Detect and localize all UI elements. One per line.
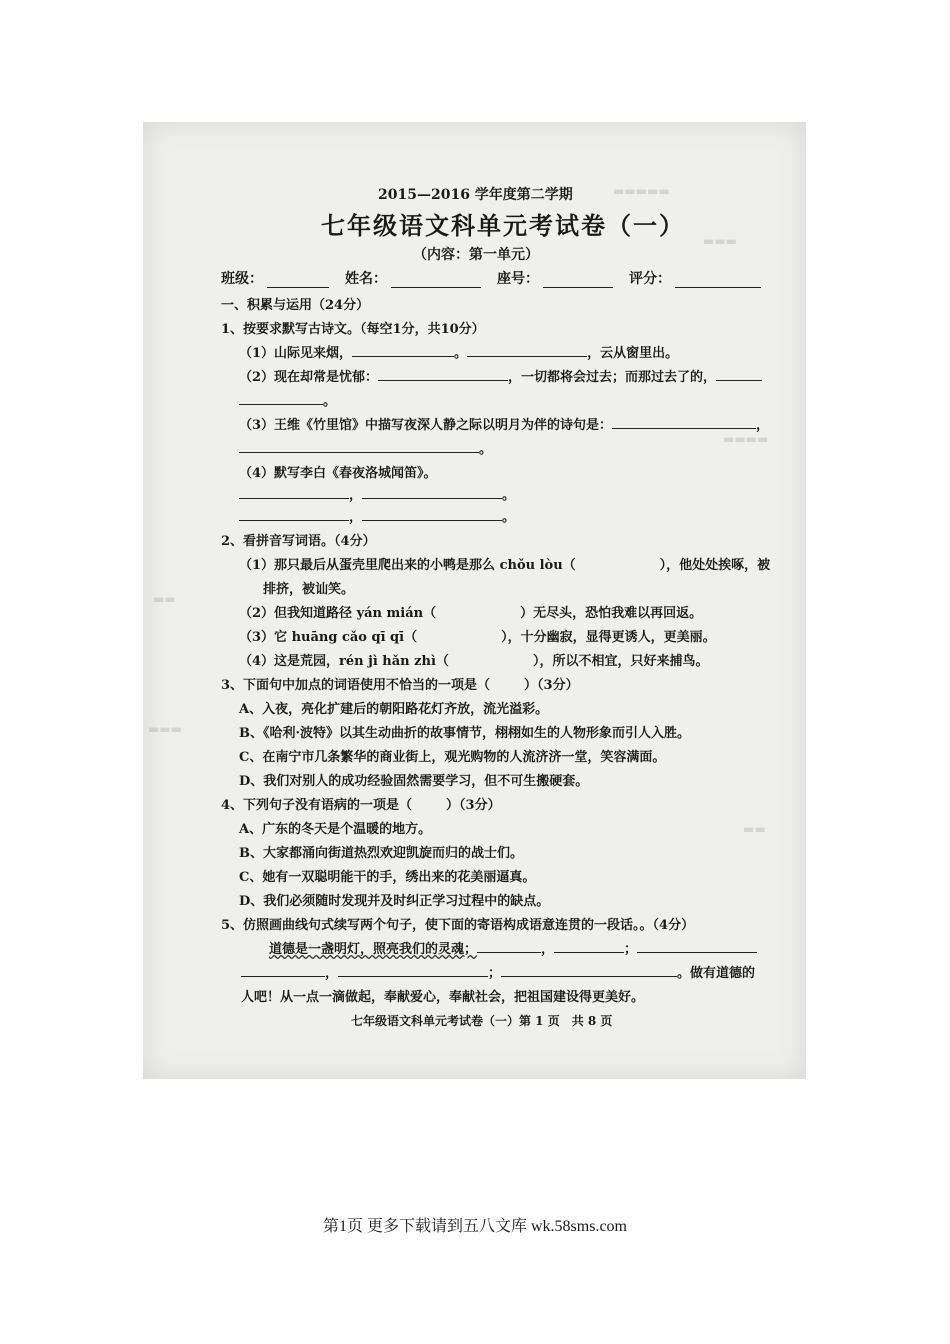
answer-blank[interactable] [239,391,323,405]
question-2b: （2）但我知道路径 yán mián（ ）无尽头，恐怕我难以再回返。 [239,606,703,621]
answer-blank[interactable] [501,963,677,977]
school-year: 2015—2016 学年度第二学期 [378,187,573,203]
question-3-option-a: A、入夜，亮化扩建后的朝阳路花灯齐放，流光溢彩。 [239,702,549,717]
exam-title: 七年级语文科单元考试卷（一） [321,211,685,240]
answer-blank[interactable] [241,963,325,977]
seat-number-field[interactable]: 座号： [497,268,613,288]
answer-blank[interactable] [362,507,502,521]
question-5-line1: 道德是一盏明灯，照亮我们的灵魂； ， ； [269,938,757,957]
question-2c: （3）它 huāng cǎo qī qī（ ），十分幽寂，显得更诱人，更美丽。 [239,630,716,645]
answer-blank[interactable] [352,343,454,357]
answer-blank[interactable] [239,507,349,521]
answer-blank[interactable] [467,343,587,357]
question-1a: （1）山际见来烟， 。 ，云从窗里出。 [239,342,678,361]
question-1d-line2: ， 。 [239,506,515,525]
question-2a-cont: 排挤，被讪笑。 [263,582,355,597]
name-field[interactable]: 姓名： [345,268,481,288]
bleed-through-mark: ▬▬▬ [703,234,738,248]
question-1d: （4）默写李白《春夜洛城闻笛》。 [239,466,437,481]
question-3-stem: 3、下面句中加点的词语使用不恰当的一项是（ ）（3分） [221,678,579,693]
answer-blank[interactable] [239,439,479,453]
student-info-row [221,268,777,288]
question-1d-line1: ， 。 [239,484,515,503]
bleed-through-mark: ▬▬▬▬ [723,432,769,446]
question-4-option-a: A、广东的冬天是个温暖的地方。 [239,822,432,837]
question-1-stem: 1、按要求默写古诗文。（每空1分，共10分） [221,322,485,337]
question-3-option-b: B、《哈利·波特》以其生动曲折的故事情节，栩栩如生的人物形象而引人入胜。 [239,726,691,741]
answer-blank[interactable] [637,939,757,953]
bleed-through-mark: ▬▬▬ [148,722,183,736]
question-4-option-b: B、大家都涌向街道热烈欢迎凯旋而归的战士们。 [239,846,523,861]
answer-blank[interactable] [612,415,756,429]
score-field[interactable]: 评分： [629,268,761,288]
exam-page-footer: 七年级语文科单元考试卷（一）第 1 页 共 8 页 [351,1014,613,1028]
question-2d: （4）这是荒园，rén jì hǎn zhì（ ），所以不相宜，只好来捕鸟。 [239,654,709,669]
question-4-option-c: C、她有一双聪明能干的手，绣出来的花美丽逼真。 [239,870,536,885]
answer-blank[interactable] [362,485,502,499]
question-5-stem: 5、仿照画曲线句式续写两个句子，使下面的寄语构成语意连贯的一段话。。（4分） [221,918,695,933]
question-1c: （3）王维《竹里馆》中描写夜深人静之际以明月为伴的诗句是： ， [239,414,769,433]
question-1c-cont: 。 [239,438,492,457]
bleed-through-mark: ▬▬ [153,592,176,606]
bleed-through-mark: ▬▬▬▬▬ [613,184,670,198]
answer-blank[interactable] [378,367,508,381]
question-4-option-d: D、我们必须随时发现并及时纠正学习过程中的缺点。 [239,894,550,909]
answer-blank[interactable] [338,963,488,977]
question-3-option-c: C、在南宁市几条繁华的商业街上，观光购物的人流济济一堂，笑容满面。 [239,750,666,765]
question-2a: （1）那只最后从蛋壳里爬出来的小鸭是那么 chǒu lòu（ ），他处处挨啄，被 [239,558,771,573]
bleed-through-mark: ▬▬ [743,822,766,836]
question-5-line3: 人吧！从一点一滴做起，奉献爱心，奉献社会，把祖国建设得更美好。 [241,990,645,1005]
answer-blank[interactable] [716,367,762,381]
answer-blank[interactable] [477,939,541,953]
answer-blank[interactable] [239,485,349,499]
download-footer: 第1页 更多下载请到五八文库 wk.58sms.com [322,1218,627,1235]
class-field[interactable]: 班级： [221,268,329,288]
section-heading: 一、积累与运用（24分） [221,298,370,313]
question-5-line2: ， ； 。做有道德的 [241,962,755,981]
question-3-option-d: D、我们对别人的成功经验固然需要学习，但不可生搬硬套。 [239,774,589,789]
question-2-stem: 2、看拼音写词语。（4分） [221,534,376,549]
exam-subtitle: （内容：第一单元） [413,247,539,263]
question-1b-cont: 。 [239,390,336,409]
question-1b: （2）现在却常是忧郁： ，一切都将会过去；而那过去了的， [239,366,762,385]
scanned-exam-page [143,122,806,1079]
answer-blank[interactable] [554,939,624,953]
question-4-stem: 4、下列句子没有语病的一项是（ ）（3分） [221,798,501,813]
